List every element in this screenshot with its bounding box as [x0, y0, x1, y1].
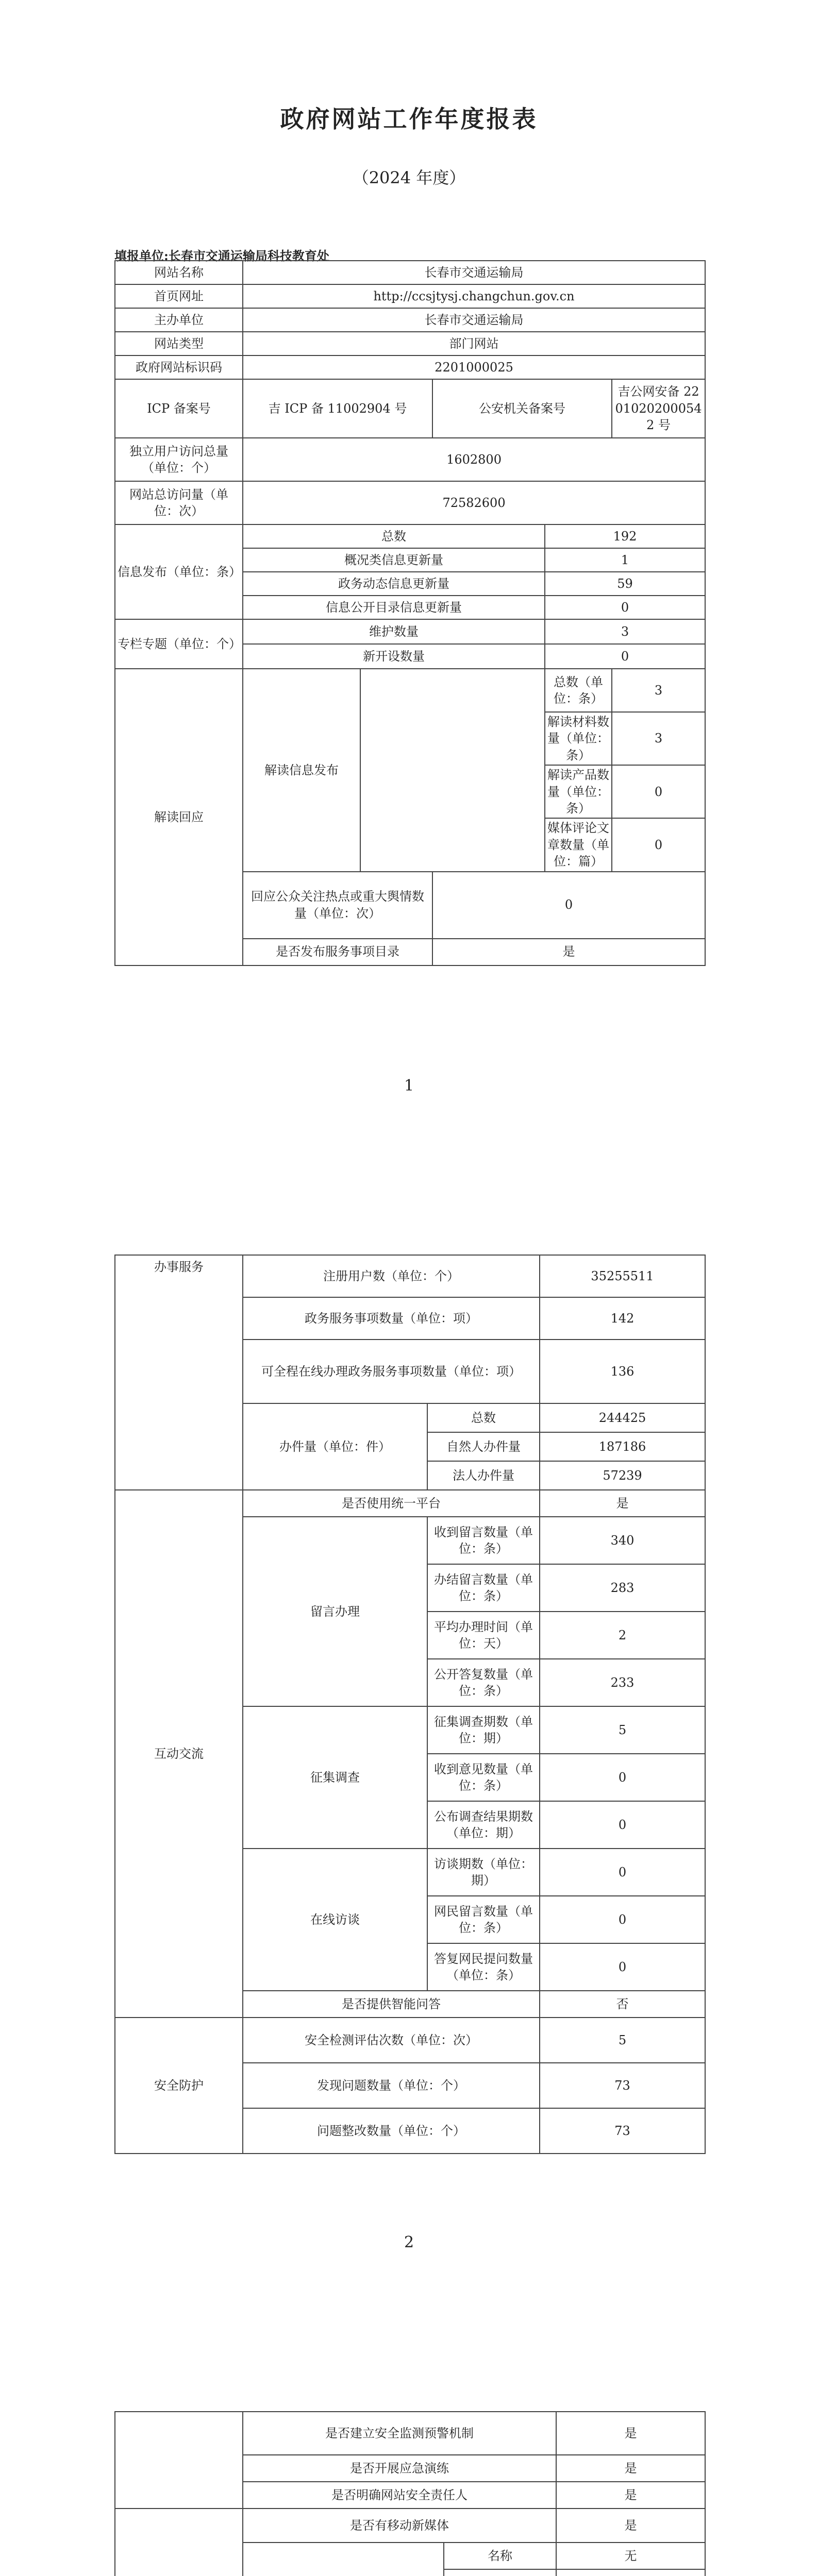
interpret-directory-value: 是	[432, 939, 705, 965]
interpret-media-label: 媒体评论文章数量（单位：篇）	[545, 818, 612, 871]
security-monitor-value: 是	[556, 2412, 705, 2455]
interact-avg-label: 平均办理时间（单位：天）	[427, 1612, 540, 1659]
interact-reply-label: 公开答复数量（单位：条）	[427, 1659, 540, 1706]
uv-value: 1602800	[243, 438, 705, 481]
service-legal-value: 57239	[540, 1461, 705, 1490]
security-drill-label: 是否开展应急演练	[243, 2455, 556, 2482]
info-dynamic-value: 59	[545, 572, 705, 596]
site-name-value: 长春市交通运输局	[243, 261, 705, 284]
media-label	[115, 2509, 243, 2576]
interact-survey-count-label: 征集调查期数（单位：期）	[427, 1706, 540, 1754]
interact-received-label: 收到留言数量（单位：条）	[427, 1517, 540, 1564]
interpret-spacer	[360, 669, 545, 872]
interact-netizen-value: 0	[540, 1896, 705, 1943]
media-has-value: 是	[556, 2509, 705, 2543]
security-drill-value: 是	[556, 2455, 705, 2482]
interact-results-value: 0	[540, 1801, 705, 1849]
interpret-total-label: 总数（单位：条）	[545, 669, 612, 712]
info-total-value: 192	[545, 524, 705, 548]
interact-survey-label: 征集调查	[243, 1706, 427, 1849]
info-overview-value: 1	[545, 548, 705, 572]
interact-netizen-label: 网民留言数量（单位：条）	[427, 1896, 540, 1943]
interact-opinions-value: 0	[540, 1754, 705, 1801]
interpret-label: 解读回应	[115, 669, 243, 965]
site-type-label: 网站类型	[115, 332, 243, 355]
report-table-page-1	[114, 260, 706, 966]
interact-done-label: 办结留言数量（单位：条）	[427, 1564, 540, 1612]
site-name-label: 网站名称	[115, 261, 243, 284]
service-total-label: 总数	[427, 1403, 540, 1432]
interpret-product-label: 解读产品数量（单位：条）	[545, 765, 612, 818]
service-online-label: 可全程在线办理政务服务事项数量（单位：项）	[243, 1340, 540, 1403]
interact-results-label: 公布调查结果期数（单位：期）	[427, 1801, 540, 1849]
info-open-label: 信息公开目录信息更新量	[243, 596, 545, 619]
interact-done-value: 283	[540, 1564, 705, 1612]
security-owner-value: 是	[556, 2482, 705, 2509]
info-overview-label: 概况类信息更新量	[243, 548, 545, 572]
interact-unified-value: 是	[540, 1490, 705, 1517]
interact-smartqa-value: 否	[540, 1991, 705, 2018]
column-maintain-label: 维护数量	[243, 619, 545, 644]
interact-label: 互动交流	[115, 1490, 243, 2018]
security-found-value: 73	[540, 2063, 705, 2108]
interpret-hot-value: 0	[432, 872, 705, 939]
column-new-label: 新开设数量	[243, 644, 545, 669]
report-year: （2024 年度）	[352, 168, 466, 188]
service-total-value: 244425	[540, 1403, 705, 1432]
info-label: 信息发布（单位：条）	[115, 524, 243, 619]
uv-label: 独立用户访问总量（单位：个）	[115, 438, 243, 481]
interact-smartqa-label: 是否提供智能问答	[243, 1991, 540, 2018]
interact-answer-value: 0	[540, 1943, 705, 1991]
interact-avg-value: 2	[540, 1612, 705, 1659]
site-code-label: 政府网站标识码	[115, 355, 243, 379]
service-items-label: 政务服务事项数量（单位：项）	[243, 1297, 540, 1340]
info-dynamic-label: 政务动态信息更新量	[243, 572, 545, 596]
page-number-2: 2	[404, 2233, 414, 2251]
service-legal-label: 法人办件量	[427, 1461, 540, 1490]
psb-label: 公安机关备案号	[432, 379, 612, 438]
page-number-1: 1	[404, 1077, 414, 1095]
site-type-value: 部门网站	[243, 332, 705, 355]
service-items-value: 142	[540, 1297, 705, 1340]
interact-unified-label: 是否使用统一平台	[243, 1490, 540, 1517]
interact-interview-count-value: 0	[540, 1849, 705, 1896]
security-owner-label: 是否明确网站安全责任人	[243, 2482, 556, 2509]
report-table-page-2	[114, 1255, 706, 2154]
weibo-name-value: 无	[556, 2543, 705, 2569]
interact-interview-label: 在线访谈	[243, 1849, 427, 1991]
security-check-label: 安全检测评估次数（单位：次）	[243, 2018, 540, 2063]
info-total-label: 总数	[243, 524, 545, 548]
interpret-directory-label: 是否发布服务事项目录	[243, 939, 432, 965]
service-online-value: 136	[540, 1340, 705, 1403]
security-fixed-value: 73	[540, 2108, 705, 2154]
interact-received-value: 340	[540, 1517, 705, 1564]
service-natural-value: 187186	[540, 1432, 705, 1461]
service-cases-label: 办件量（单位：件）	[243, 1403, 427, 1490]
column-maintain-value: 3	[545, 619, 705, 644]
reporting-unit: 填报单位:长春市交通运输局科技教育处	[114, 248, 329, 263]
pv-value: 72582600	[243, 481, 705, 524]
security-fixed-label: 问题整改数量（单位：个）	[243, 2108, 540, 2154]
weibo-posts-value	[556, 2569, 705, 2576]
interact-reply-value: 233	[540, 1659, 705, 1706]
security-continued	[115, 2412, 243, 2509]
security-check-value: 5	[540, 2018, 705, 2063]
pv-label: 网站总访问量（单位：次）	[115, 481, 243, 524]
interpret-material-label: 解读材料数量（单位：条）	[545, 712, 612, 765]
security-label: 安全防护	[115, 2018, 243, 2154]
service-users-value: 35255511	[540, 1255, 705, 1297]
interact-answer-label: 答复网民提问数量（单位：条）	[427, 1943, 540, 1991]
report-table-page-3	[114, 2411, 706, 2576]
interpret-publish-label: 解读信息发布	[243, 669, 360, 872]
interpret-total-value: 3	[612, 669, 705, 712]
interpret-hot-label: 回应公众关注热点或重大舆情数量（单位：次）	[243, 872, 432, 939]
homepage-value: http://ccsjtysj.changchun.gov.cn	[243, 284, 705, 308]
icp-value: 吉 ICP 备 11002904 号	[243, 379, 432, 438]
interpret-material-value: 3	[612, 712, 705, 765]
sponsor-label: 主办单位	[115, 308, 243, 332]
site-code-value: 2201000025	[243, 355, 705, 379]
weibo-name-label: 名称	[444, 2543, 556, 2569]
page-title: 政府网站工作年度报表	[280, 105, 538, 133]
weibo-label	[243, 2543, 444, 2576]
service-label: 办事服务	[115, 1255, 243, 1490]
media-has-label: 是否有移动新媒体	[243, 2509, 556, 2543]
security-monitor-label: 是否建立安全监测预警机制	[243, 2412, 556, 2455]
interpret-media-value: 0	[612, 818, 705, 871]
homepage-label: 首页网址	[115, 284, 243, 308]
security-found-label: 发现问题数量（单位：个）	[243, 2063, 540, 2108]
psb-value: 吉公网安备 22010202000542 号	[612, 379, 705, 438]
service-natural-label: 自然人办件量	[427, 1432, 540, 1461]
info-open-value: 0	[545, 596, 705, 619]
service-users-label: 注册用户数（单位：个）	[243, 1255, 540, 1297]
interact-message-label: 留言办理	[243, 1517, 427, 1706]
interact-survey-count-value: 5	[540, 1706, 705, 1754]
interact-interview-count-label: 访谈期数（单位：期）	[427, 1849, 540, 1896]
column-new-value: 0	[545, 644, 705, 669]
interpret-product-value: 0	[612, 765, 705, 818]
icp-label: ICP 备案号	[115, 379, 243, 438]
sponsor-value: 长春市交通运输局	[243, 308, 705, 332]
weibo-posts-label	[444, 2569, 556, 2576]
interact-opinions-label: 收到意见数量（单位：条）	[427, 1754, 540, 1801]
column-label: 专栏专题（单位：个）	[115, 619, 243, 669]
